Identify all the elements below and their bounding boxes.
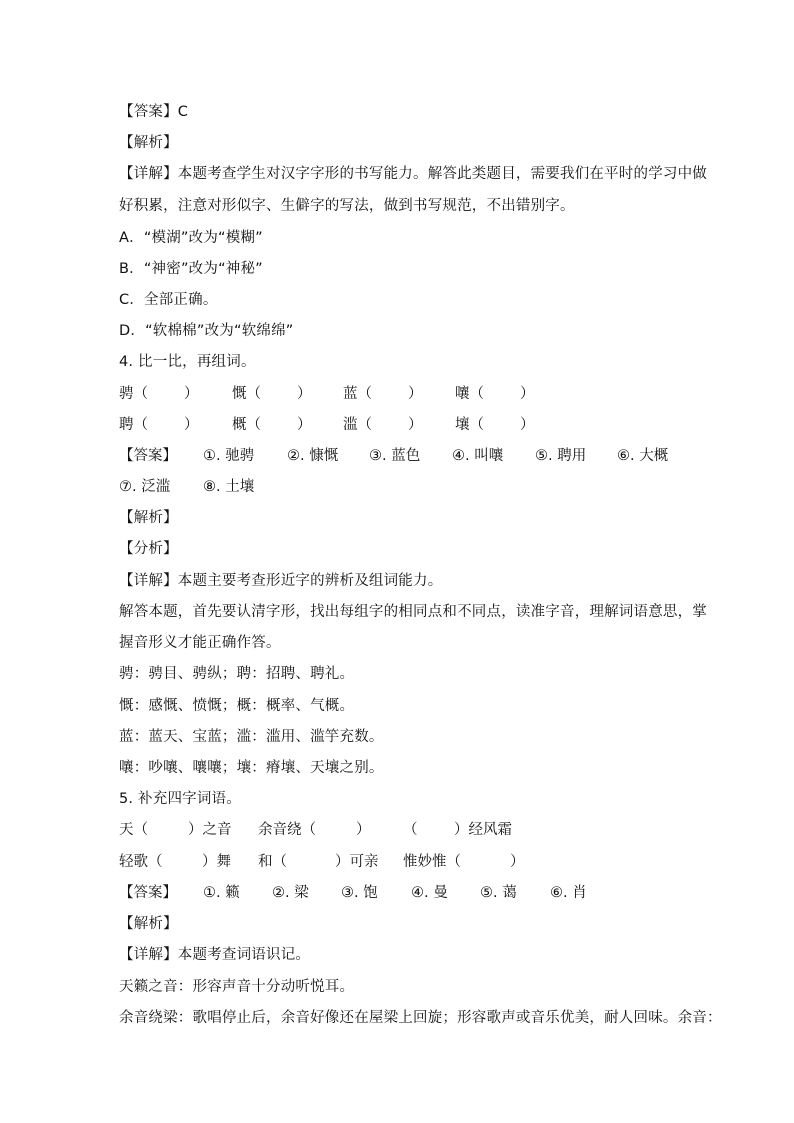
option-d: D．“软棉棉”改为“软绵绵” (119, 323, 294, 339)
answer-item: ⑧. 土壤 (203, 479, 255, 495)
blank-open: 慨（ (232, 386, 261, 402)
blank-close: ） (520, 417, 535, 433)
analysis-label: 【解析】 (119, 135, 178, 151)
fenxi-label: 【分析】 (119, 541, 178, 557)
explanation-line-continued: 握音形义才能正确作答。 (119, 635, 281, 651)
blank-open: （ (403, 822, 418, 838)
blank-open: 滥（ (343, 417, 372, 433)
blank-close: ） (297, 417, 312, 433)
blank-close: ）经风霜 (454, 822, 512, 838)
answer-item: ⑤. 蔼 (480, 885, 517, 901)
option-a: A．“模湖”改为“模糊” (119, 230, 263, 246)
answer-label: 【答案】 (119, 448, 177, 464)
answer-item: ⑤. 聘用 (535, 448, 587, 464)
answer-item: ⑥. 肖 (550, 885, 587, 901)
blank-close: ）舞 (202, 854, 231, 870)
option-c: C．全部正确。 (119, 292, 218, 308)
answer-item: ④. 曼 (411, 885, 448, 901)
word-group-line: 嚷：吵嚷、嚷嚷；壤：瘠壤、天壤之别。 (119, 760, 384, 776)
detail-line: 【详解】本题考查词语识记。 (119, 947, 311, 963)
answer-label: 【答案】 (119, 885, 177, 901)
analysis-label: 【解析】 (119, 510, 178, 526)
blank-close: ） (510, 854, 525, 870)
blank-open: 壤（ (455, 417, 484, 433)
answer-item: ②. 慷慨 (287, 448, 339, 464)
word-group-line: 慨：感慨、愤慨；概：概率、气概。 (119, 698, 355, 714)
blank-close: ）可亲 (335, 854, 379, 870)
answer-item: ⑥. 大概 (617, 448, 669, 464)
blank-close: ） (408, 386, 423, 402)
blank-open: 概（ (232, 417, 261, 433)
blank-open: 嚷（ (455, 386, 484, 402)
answer-item: ①. 驰骋 (203, 448, 255, 464)
blank-close: ） (356, 822, 371, 838)
question-4-title: 4. 比一比，再组词。 (119, 354, 256, 370)
analysis-label: 【解析】 (119, 916, 178, 932)
answer-item: ②. 梁 (272, 885, 309, 901)
detail-line-continued: 好积累，注意对形似字、生僻字的写法，做到书写规范，不出错别字。 (119, 198, 575, 214)
answer-item: ⑦. 泛滥 (119, 479, 171, 495)
blank-open: 和（ (258, 854, 287, 870)
answer-line: 【答案】C (119, 104, 189, 120)
detail-line: 【详解】本题考查学生对汉字字形的书写能力。解答此类题目，需要我们在平时的学习中做 (119, 166, 707, 182)
explanation-line: 解答本题，首先要认清字形，找出每组字的相同点和不同点，读准字音，理解词语意思，掌 (119, 604, 707, 620)
blank-open: 骋（ (119, 386, 148, 402)
answer-item: ③. 饱 (341, 885, 378, 901)
explanation-line-continued: 余音绕梁：歌唱停止后，余音好像还在屋梁上回旋；形容歌声或音乐优美，耐人回味。余音： (119, 1010, 722, 1026)
blank-open: 余音绕（ (258, 822, 316, 838)
question-5-title: 5. 补充四字词语。 (119, 791, 241, 807)
blank-open: 聘（ (119, 417, 148, 433)
blank-open: 蓝（ (343, 386, 372, 402)
blank-close: ） (297, 386, 312, 402)
blank-open: 轻歌（ (119, 854, 163, 870)
answer-item: ④. 叫嚷 (452, 448, 504, 464)
blank-open: 天（ (119, 822, 148, 838)
word-group-line: 蓝：蓝天、宝蓝；滥：滥用、滥竽充数。 (119, 729, 384, 745)
answer-item: ③. 蓝色 (369, 448, 421, 464)
blank-close: ）之音 (188, 822, 232, 838)
word-group-line: 骋：骋目、骋纵；聘：招聘、聘礼。 (119, 666, 355, 682)
blank-close: ） (184, 386, 199, 402)
explanation-line: 天籁之音：形容声音十分动听悦耳。 (119, 979, 355, 995)
option-b: B．“神密”改为“神秘” (119, 261, 263, 277)
blank-close: ） (184, 417, 199, 433)
blank-close: ） (520, 386, 535, 402)
answer-item: ①. 籁 (203, 885, 240, 901)
detail-line: 【详解】本题主要考查形近字的辨析及组词能力。 (119, 573, 443, 589)
blank-open: 惟妙惟（ (403, 854, 461, 870)
blank-close: ） (408, 417, 423, 433)
